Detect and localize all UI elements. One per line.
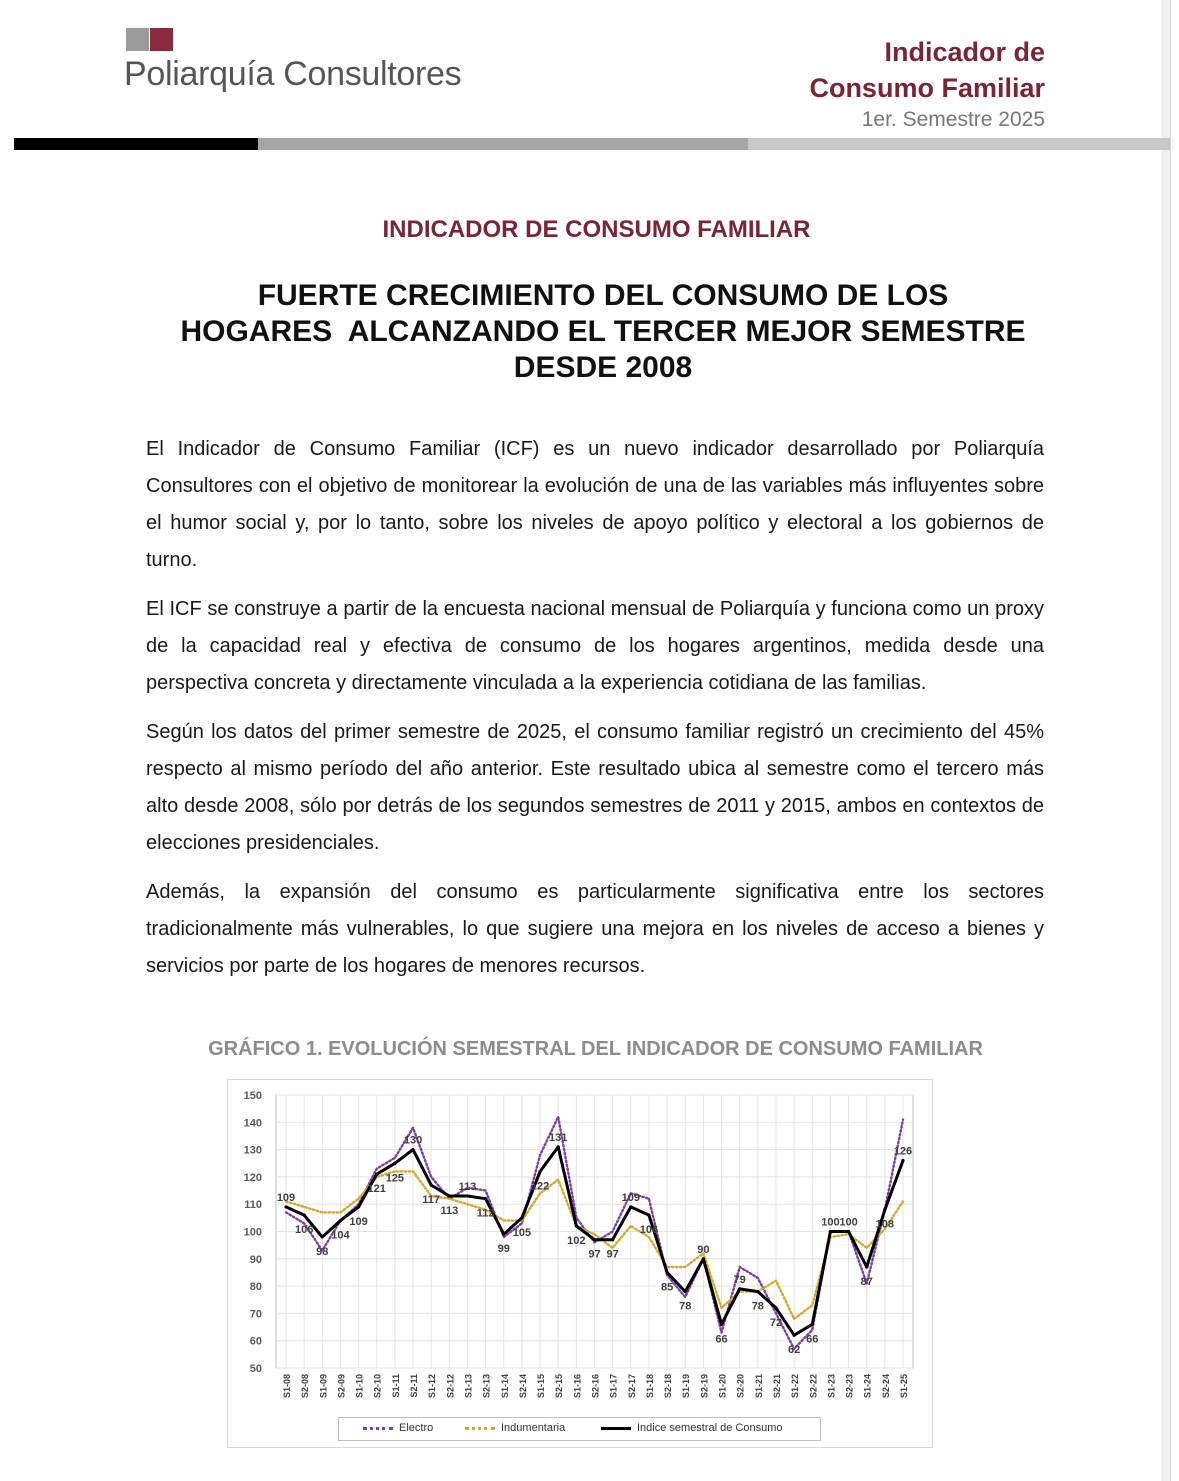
x-tick-label: S2-16	[590, 1374, 601, 1399]
headline	[150, 278, 1056, 386]
data-label: 66	[806, 1333, 819, 1346]
electro-point	[394, 1157, 396, 1159]
data-label: 113	[440, 1205, 459, 1218]
electro-point	[684, 1296, 686, 1298]
consumo-index-point	[847, 1230, 850, 1233]
x-tick-label: S1-15	[536, 1374, 547, 1399]
consumo-index-point	[611, 1238, 614, 1241]
indumentaria-point	[775, 1280, 777, 1282]
electro-point	[521, 1222, 523, 1224]
consumo-index-point	[793, 1334, 796, 1337]
consumo-index-point	[629, 1205, 632, 1208]
headline-line1: FUERTE CRECIMIENTO DEL CONSUMO DE LOS	[257, 279, 949, 312]
consumo-index-point	[720, 1323, 723, 1326]
consumo-index-point	[702, 1257, 705, 1260]
y-tick-label: 110	[244, 1199, 262, 1212]
consumo-index-point	[774, 1306, 777, 1309]
logo-square-grey	[126, 28, 149, 51]
indumentaria-point	[793, 1318, 795, 1320]
electro-point	[594, 1241, 596, 1243]
x-tick-label: S2-24	[880, 1374, 891, 1399]
consumo-index-point	[665, 1271, 668, 1274]
data-label: 108	[875, 1218, 895, 1231]
x-tick-label: S2-19	[699, 1374, 710, 1399]
data-label: 121	[367, 1183, 386, 1196]
paragraph: El Indicador de Consumo Familiar (ICF) es un nuevo indicador desarrollado por Poliarquía Consultores con el objetivo de monitorear la evolución de una de las variables más influyentes sobre el humor social y, por lo tanto, sobre los niveles de apoyo político y electoral a los gobiernos de turno.	[146, 438, 1044, 571]
x-tick-label: S1-18	[644, 1374, 655, 1399]
x-tick-label: S2-10	[372, 1374, 383, 1399]
x-tick-label: S2-12	[445, 1374, 456, 1399]
legend-item-electro	[363, 1422, 433, 1434]
x-tick-label: S2-09	[336, 1374, 347, 1399]
consumo-index-point	[502, 1233, 505, 1236]
consumo-index-point	[684, 1290, 687, 1293]
x-tick-label: S1-22	[790, 1374, 801, 1399]
data-label: 109	[349, 1215, 368, 1228]
headline-line3: DESDE 2008	[513, 351, 693, 384]
consumo-index-point	[411, 1148, 414, 1151]
consumo-index-point	[883, 1208, 886, 1211]
y-tick-label: 90	[249, 1253, 262, 1266]
data-label: 130	[403, 1134, 423, 1147]
data-label: 113	[458, 1181, 477, 1194]
header-rule-light	[748, 138, 1170, 150]
consumo-index-point	[901, 1159, 904, 1162]
consumo-index-point	[593, 1238, 596, 1241]
consumo-index-point	[339, 1219, 342, 1222]
data-label: 87	[860, 1275, 873, 1288]
indumentaria-point	[448, 1198, 450, 1200]
data-label: 85	[660, 1281, 674, 1294]
data-label: 97	[606, 1248, 619, 1261]
data-label: 105	[512, 1226, 532, 1239]
data-label: 90	[697, 1243, 710, 1256]
x-tick-label: S1-20	[717, 1374, 728, 1399]
electro-point	[775, 1312, 777, 1314]
consumo-index-point	[865, 1265, 868, 1268]
x-tick-label: S1-19	[681, 1374, 692, 1399]
y-tick-label: 60	[249, 1335, 262, 1348]
x-tick-label: S1-14	[499, 1374, 510, 1399]
consumo-index-point	[557, 1145, 560, 1148]
electro-point	[503, 1236, 505, 1238]
data-label: 125	[385, 1172, 405, 1185]
indumentaria-point	[339, 1211, 341, 1213]
electro-point	[412, 1127, 414, 1129]
y-tick-label: 80	[249, 1281, 262, 1294]
chart-legend	[338, 1417, 821, 1441]
x-tick-label: S2-21	[771, 1374, 782, 1399]
body-text	[146, 431, 1044, 997]
data-label: 79	[733, 1273, 746, 1286]
indumentaria-point	[412, 1170, 414, 1172]
data-label: 106	[294, 1224, 314, 1237]
x-tick-label: S1-21	[753, 1374, 764, 1399]
x-tick-label: S1-17	[608, 1374, 619, 1399]
data-label: 122	[530, 1180, 550, 1193]
header-rule-grey	[258, 138, 748, 150]
electro-point	[376, 1168, 378, 1170]
consumo-index-point	[575, 1224, 578, 1227]
data-label: 106	[639, 1224, 659, 1237]
data-label: 78	[679, 1300, 692, 1313]
consumo-index-point	[538, 1170, 541, 1173]
indumentaria-point	[721, 1307, 723, 1309]
x-tick-label: S1-24	[862, 1374, 873, 1399]
data-label: 109	[276, 1191, 296, 1204]
electro-point	[811, 1329, 813, 1331]
consumo-index-point	[647, 1214, 650, 1217]
x-tick-label: S2-20	[735, 1374, 746, 1399]
indumentaria-point	[539, 1192, 541, 1194]
header-rule-black	[14, 138, 258, 150]
indumentaria-point	[684, 1266, 686, 1268]
paragraph: Según los datos del primer semestre de 2025, el consumo familiar registró un crecimiento del 45% respecto al mismo período del año anterior. Este resultado ubica al semestre como el tercero más alto desde 2008, sólo por detrás de los segundos semestres de 2011 y 2015, ambos en contextos de elecciones presidenciales.	[146, 721, 1044, 854]
data-label: 112	[476, 1207, 495, 1220]
legend-item-indumentaria	[465, 1422, 565, 1434]
legend-swatch-indumentaria	[465, 1427, 495, 1430]
data-label: 109	[621, 1191, 640, 1204]
headline-line2: HOGARES ALCANZANDO EL TERCER MEJOR SEMESTRE	[180, 315, 1026, 348]
indumentaria-point	[557, 1179, 559, 1181]
legend-label-electro: Electro	[399, 1422, 434, 1434]
electro-point	[485, 1190, 487, 1192]
consumo-index-point	[321, 1235, 324, 1238]
indumentaria-point	[594, 1233, 596, 1235]
y-tick-label: 150	[243, 1090, 262, 1102]
consumo-index-point	[811, 1323, 814, 1326]
x-tick-label: S2-14	[517, 1374, 528, 1399]
electro-point	[285, 1211, 287, 1213]
electro-point	[557, 1116, 559, 1118]
x-tick-label: S2-17	[626, 1374, 637, 1399]
y-tick-label: 50	[249, 1363, 262, 1375]
indumentaria-point	[321, 1211, 323, 1213]
x-tick-label: S2-13	[481, 1374, 492, 1399]
data-label: 131	[549, 1131, 568, 1144]
report-title-line2: Consumo Familiar	[809, 73, 1045, 103]
y-tick-label: 70	[249, 1308, 262, 1321]
consumo-index-point	[284, 1205, 287, 1208]
x-tick-label: S2-23	[844, 1374, 855, 1399]
legend-label-ics: Indice semestral de Consumo	[637, 1422, 783, 1434]
consumo-index-point	[448, 1194, 451, 1197]
data-label: 72	[769, 1316, 783, 1329]
x-tick-label: S2-22	[808, 1374, 819, 1399]
y-tick-label: 130	[243, 1144, 262, 1157]
data-label: 117	[422, 1194, 441, 1207]
x-tick-label: S1-12	[427, 1374, 438, 1399]
data-label: 78	[751, 1300, 764, 1313]
indumentaria-point	[358, 1198, 360, 1200]
consumo-index-point	[357, 1205, 360, 1208]
x-tick-label: S1-25	[899, 1374, 909, 1399]
y-tick-label: 140	[243, 1117, 262, 1130]
report-header	[809, 34, 1045, 134]
data-label: 102	[567, 1235, 586, 1248]
electro-point	[739, 1266, 741, 1268]
y-tick-label: 100	[243, 1226, 262, 1239]
consumo-index-point	[466, 1194, 469, 1197]
data-label: 66	[715, 1333, 728, 1346]
electro-point	[902, 1119, 904, 1121]
consumo-index-point	[756, 1290, 759, 1293]
x-tick-label: S2-18	[663, 1374, 674, 1399]
electro-point	[539, 1154, 541, 1156]
paragraph: El ICF se construye a partir de la encuesta nacional mensual de Poliarquía y funciona como un proxy de la capacidad real y efectiva de consumo de los hogares argentinos, medida desde una perspectiva concreta y directamente vinculada a la experiencia cotidiana de las familias.	[146, 598, 1044, 694]
indumentaria-point	[902, 1200, 904, 1202]
consumo-index-point	[738, 1287, 741, 1290]
indumentaria-point	[811, 1304, 813, 1306]
indumentaria-point	[466, 1203, 468, 1205]
x-tick-label: S1-08	[282, 1374, 292, 1399]
data-label: 62	[787, 1344, 801, 1357]
consumo-index-point	[829, 1230, 832, 1233]
x-tick-label: S1-13	[463, 1374, 474, 1399]
consumo-index-point	[430, 1183, 433, 1186]
legend-swatch-ics	[601, 1427, 631, 1430]
x-tick-label: S2-08	[300, 1374, 311, 1399]
data-label: 100	[839, 1216, 858, 1229]
chart-title: GRÁFICO 1. EVOLUCIÓN SEMESTRAL DEL INDICADOR DE CONSUMO FAMILIAR	[208, 1038, 983, 1060]
data-label: 97	[588, 1248, 601, 1261]
indumentaria-point	[630, 1225, 632, 1227]
x-tick-label: S2-15	[554, 1374, 565, 1399]
consumo-index-point	[375, 1173, 378, 1176]
indumentaria-point	[303, 1206, 305, 1208]
data-label: 100	[821, 1216, 840, 1229]
legend-item-ics	[601, 1422, 783, 1434]
company-logo-text: Poliarquía Consultores	[124, 55, 462, 93]
indumentaria-point	[866, 1247, 868, 1249]
x-tick-label: S1-16	[572, 1374, 583, 1399]
data-label: 98	[316, 1245, 329, 1258]
data-label: 99	[497, 1243, 510, 1256]
consumo-index-point	[484, 1197, 487, 1200]
data-label: 104	[331, 1229, 350, 1242]
section-title: INDICADOR DE CONSUMO FAMILIAR	[382, 216, 811, 243]
line-chart	[228, 1080, 932, 1447]
chart-container	[227, 1079, 933, 1448]
indumentaria-point	[503, 1220, 505, 1222]
x-tick-label: S1-23	[826, 1374, 837, 1399]
x-tick-label: S1-09	[318, 1374, 329, 1399]
data-label: 126	[893, 1145, 913, 1158]
electro-point	[648, 1198, 650, 1200]
report-title-line1: Indicador de	[884, 37, 1045, 67]
x-tick-label: S1-11	[390, 1374, 401, 1398]
electro-point	[430, 1176, 432, 1178]
indumentaria-point	[648, 1236, 650, 1238]
x-tick-label: S1-10	[354, 1374, 365, 1399]
legend-label-indumentaria: Indumentaria	[501, 1422, 566, 1434]
electro-point	[612, 1231, 614, 1233]
electro-point	[757, 1277, 759, 1279]
legend-swatch-electro	[363, 1427, 393, 1430]
y-tick-label: 120	[243, 1171, 262, 1184]
consumo-index-point	[393, 1162, 396, 1165]
consumo-index-point	[520, 1216, 523, 1219]
report-period: 1er. Semestre 2025	[861, 108, 1045, 131]
paragraph: Además, la expansión del consumo es particularmente significativa entre los sectores tradicionalmente más vulnerables, lo que sugiere una mejora en los niveles de acceso a bienes y servicios por parte de los hogares de menores recursos.	[146, 881, 1044, 977]
x-tick-label: S2-11	[409, 1374, 420, 1398]
consumo-index-point	[303, 1214, 306, 1217]
logo-square-red	[150, 28, 173, 51]
